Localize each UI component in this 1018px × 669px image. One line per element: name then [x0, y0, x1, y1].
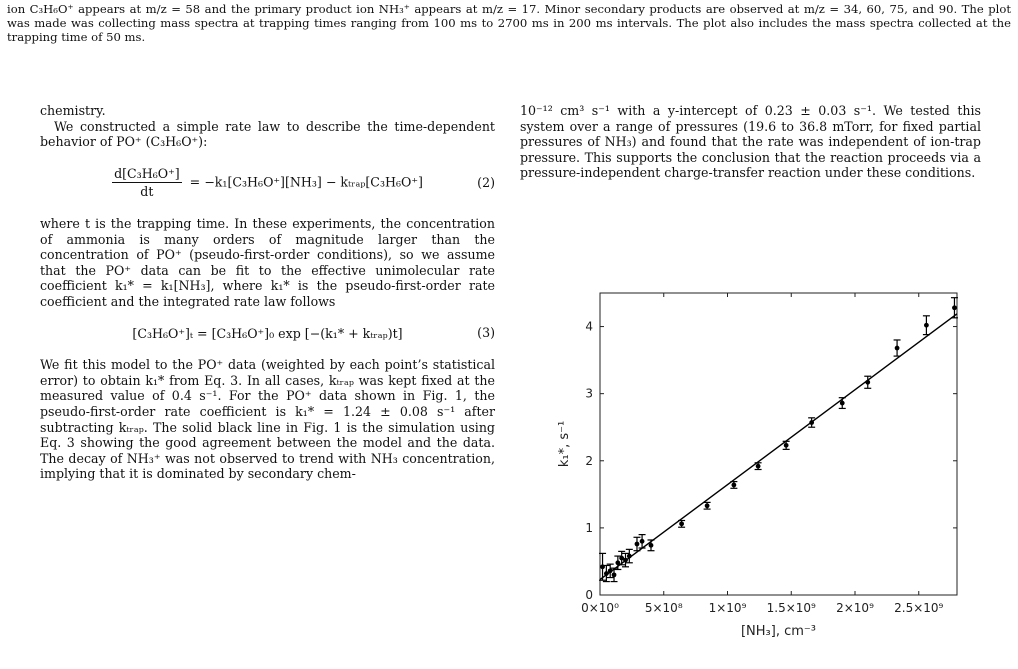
x-tick-label: 2.5×10⁹	[894, 601, 944, 615]
data-point	[612, 572, 617, 577]
left-column	[40, 103, 495, 482]
data-point	[731, 483, 736, 488]
x-tick-label: 5×10⁸	[644, 601, 683, 615]
eq2-rhs: = −k₁[C₃H₆O⁺][NH₃] − kₜᵣₐₚ[C₃H₆O⁺]	[189, 174, 423, 190]
eq2-denominator: dt	[140, 184, 154, 200]
data-point	[840, 401, 845, 406]
x-tick-label: 0×10⁰	[581, 601, 619, 615]
paragraph-fit-results: We fit this model to the PO⁺ data (weighted by each point’s statistical error) to obtain k₁* from Eq. 3. In all cases, kₜᵣₐₚ was kept fixed at the measured value of 0.4 s⁻¹. For the PO⁺ data shown in Fig. 1, the pseudo-first-order rate coefficient is k₁* = 1.24 ± 0.08 s⁻¹ after subtracting kₜᵣₐₚ. The solid black line in Fig. 1 is the simulation using Eq. 3 showing the good agreement between the model and the data. The decay of NH₃⁺ was not observed to trend with NH₃ concentration, implying that it is dominated by secondary chem-	[40, 357, 495, 482]
paragraph-chemistry: chemistry.	[40, 103, 106, 118]
right-column	[520, 103, 981, 181]
paragraph-pressure-test: 10⁻¹² cm³ s⁻¹ with a y-intercept of 0.23 ± 0.03 s⁻¹. We tested this system over a range of pressures (19.6 to 36.8 mTorr, for fixed partial pressures of NH₃) and found that the rate was independent of ion-trap pressure. This supports the conclusion that the reaction proceeds via a pressure-independent charge-transfer reaction under these conditions.	[520, 103, 981, 181]
equation-2	[40, 166, 495, 200]
data-point	[895, 346, 900, 351]
data-point	[756, 464, 761, 469]
data-point	[679, 521, 684, 526]
y-tick-label: 4	[585, 319, 593, 334]
data-point	[865, 380, 870, 385]
data-point	[784, 443, 789, 448]
x-tick-label: 1×10⁹	[708, 601, 747, 615]
figure-caption: ion C₃H₆O⁺ appears at m/z = 58 and the primary product ion NH₃⁺ appears at m/z = 17. Minor secondary products are observed at m/z = 34, 60, 75, and 90. The plot was made was collecting mass spectra at trapping times ranging from 100 ms to 2700 ms in 200 ms intervals. The plot also includes the mass spectra collected at the trapping time of 50 ms.	[7, 2, 1011, 45]
data-point	[608, 568, 613, 573]
y-tick-label: 1	[585, 520, 593, 535]
y-axis-label: k₁*, s⁻¹	[557, 420, 572, 468]
rate-coefficient-chart	[550, 283, 990, 669]
y-tick-label: 2	[585, 453, 593, 468]
data-point	[705, 503, 710, 508]
eq2-numerator: d[C₃H₆O⁺]	[112, 166, 182, 184]
data-point	[649, 543, 654, 548]
data-point	[623, 558, 628, 563]
paragraph-pseudo-first-order: where t is the trapping time. In these experiments, the concentration of ammonia is many orders of magnitude larger than the concentration of PO⁺ (pseudo-first-order conditions), so we assume that the PO⁺ data can be fit to the effective unimolecular rate coefficient k₁* = k₁[NH₃], where k₁* is the pseudo-first-order rate coefficient and the integrated rate law follows	[40, 215, 495, 309]
eq3-body: [C₃H₆O⁺]ₜ = [C₃H₆O⁺]₀ exp [−(k₁* + kₜᵣₐₚ)t]	[132, 325, 403, 341]
y-tick-label: 3	[585, 386, 593, 401]
x-tick-label: 1.5×10⁹	[766, 601, 816, 615]
x-tick-label: 2×10⁹	[836, 601, 874, 615]
data-point	[640, 539, 645, 544]
eq3-number: (3)	[477, 325, 495, 341]
eq2-number: (2)	[477, 175, 495, 191]
data-point	[924, 323, 929, 328]
data-point	[809, 420, 814, 425]
data-point	[635, 542, 640, 547]
data-point	[627, 554, 632, 559]
y-tick-label: 0	[585, 588, 593, 602]
paragraph-rate-law-intro: We constructed a simple rate law to describe the time-dependent behavior of PO⁺ (C₃H₆O⁺):	[40, 118, 495, 150]
equation-3	[40, 326, 495, 342]
data-point	[952, 305, 957, 310]
rate-coefficient-figure	[550, 283, 990, 669]
eq2-fraction	[112, 166, 182, 200]
x-axis-label: [NH₃], cm⁻³	[740, 624, 817, 639]
plot-frame	[600, 293, 957, 595]
